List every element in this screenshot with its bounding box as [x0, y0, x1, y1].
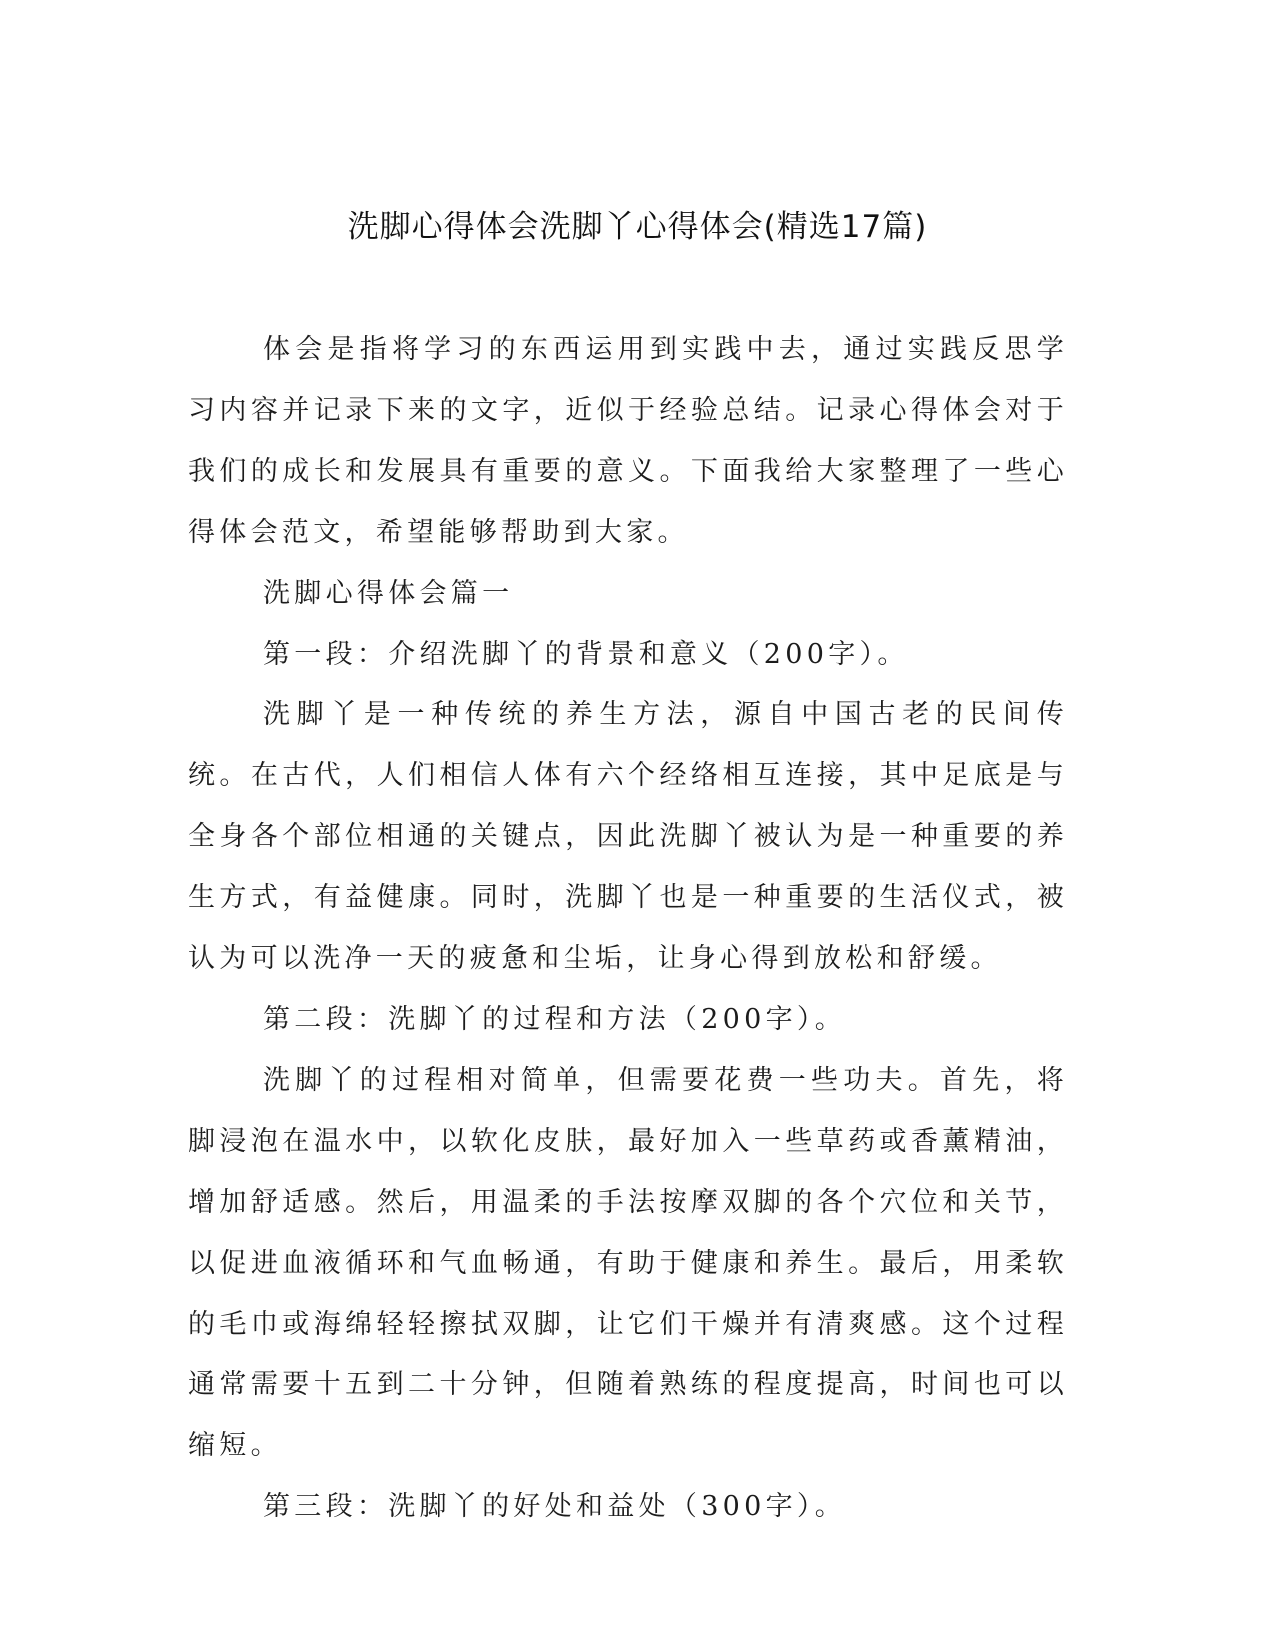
body-paragraph: 洗脚丫是一种传统的养生方法，源自中国古老的民间传统。在古代，人们相信人体有六个经络相互连接，其中足底是与全身各个部位相通的关键点，因此洗脚丫被认为是一种重要的养生方式，有益健康。同时，洗脚丫也是一种重要的生活仪式，被认为可以洗净一天的疲惫和尘垢，让身心得到放松和舒缓。: [188, 699, 1068, 975]
section-heading: 洗脚心得体会篇一: [263, 577, 514, 609]
body-paragraph: 洗脚丫的过程相对简单，但需要花费一些功夫。首先，将脚浸泡在温水中，以软化皮肤，最好加入一些草药或香薰精油，增加舒适感。然后，用温柔的手法按摩双脚的各个穴位和关节，以促进血液循环和气血畅通，有助于健康和养生。最后，用柔软的毛巾或海绵轻轻擦拭双脚，让它们干燥并有清爽感。这个过程通常需要十五到二十分钟，但随着熟练的程度提高，时间也可以缩短。: [188, 1064, 1068, 1462]
subheading-part-one: 第一段：介绍洗脚丫的背景和意义（200字）。: [263, 638, 909, 670]
subheading-part-two: 第二段：洗脚丫的过程和方法（200字）。: [263, 1003, 847, 1035]
intro-paragraph: 体会是指将学习的东西运用到实践中去，通过实践反思学习内容并记录下来的文字，近似于经验总结。记录心得体会对于我们的成长和发展具有重要的意义。下面我给大家整理了一些心得体会范文，希望能够帮助到大家。: [188, 334, 1068, 548]
subheading-part-three: 第三段：洗脚丫的好处和益处（300字）。: [263, 1491, 847, 1523]
document-body: [188, 320, 1068, 1538]
document-title: 洗脚心得体会洗脚丫心得体会(精选17篇): [347, 209, 928, 245]
